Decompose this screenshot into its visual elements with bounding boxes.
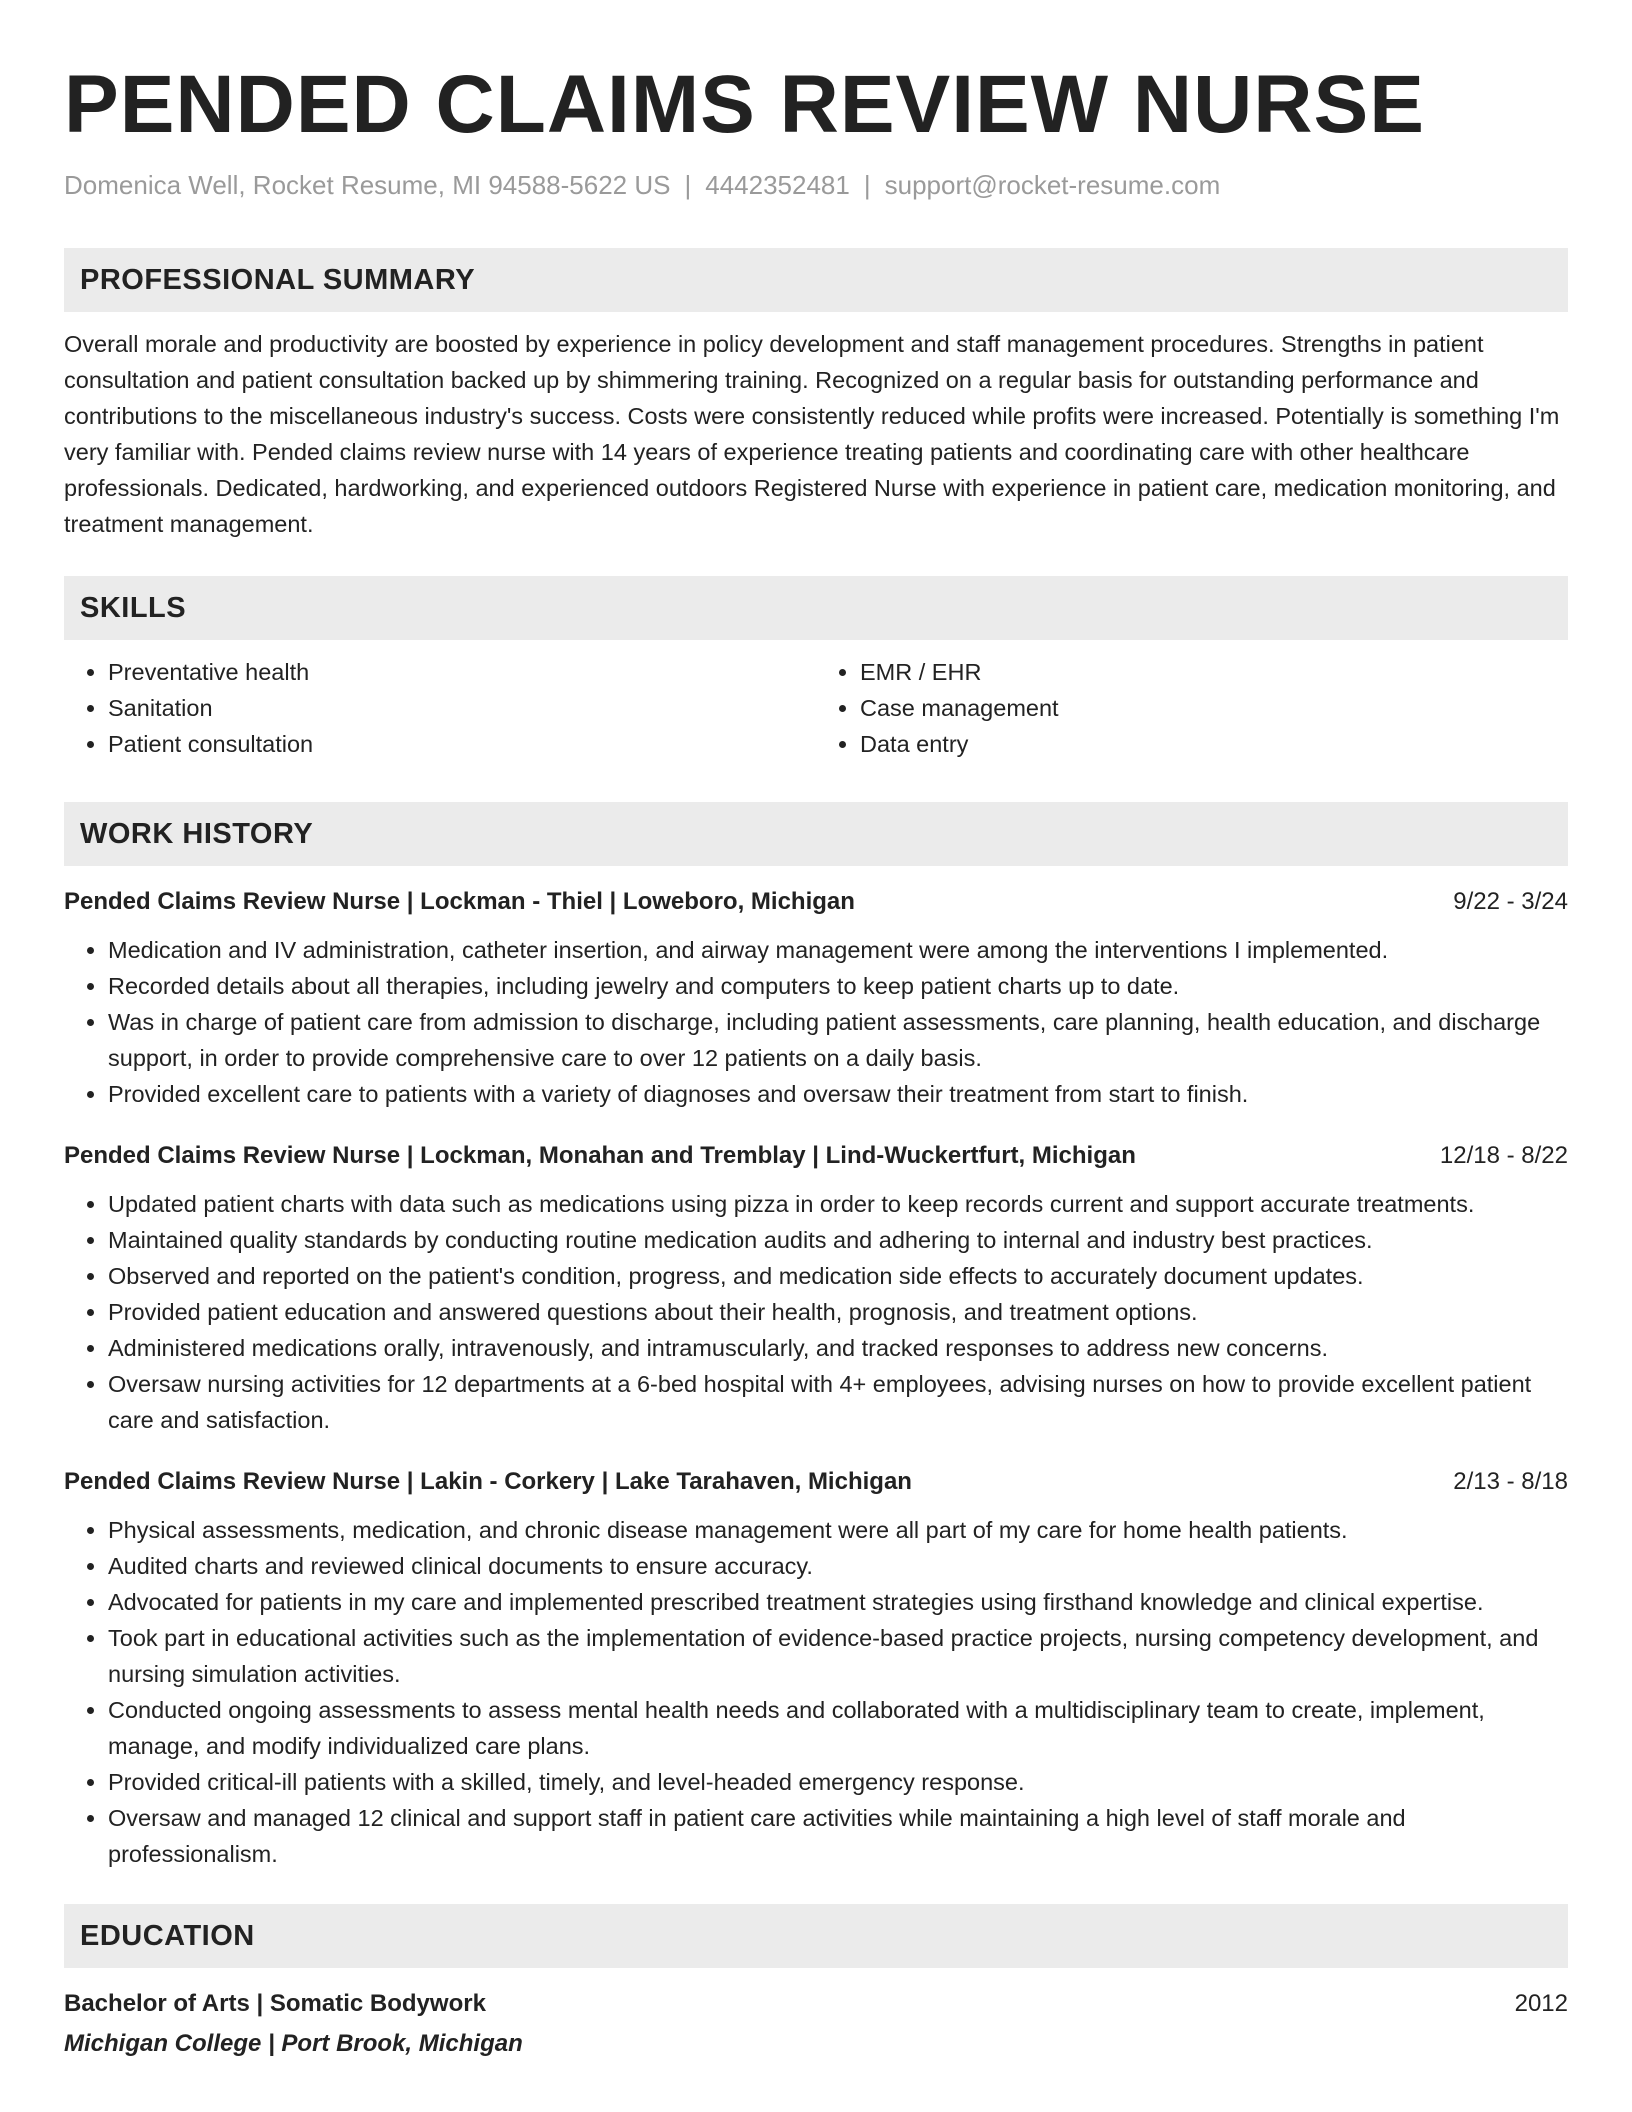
- job-bullet: • Provided patient education and answered questions about their health, prognosis, and treatment options.: [108, 1294, 1568, 1330]
- job-title: Pended Claims Review Nurse | Lakin - Corkery | Lake Tarahaven, Michigan: [64, 1468, 912, 1495]
- education-header: [64, 1986, 1568, 2022]
- job-title: Pended Claims Review Nurse | Lockman - Thiel | Loweboro, Michigan: [64, 888, 855, 915]
- education-degree: Bachelor of Arts | Somatic Bodywork: [64, 1990, 486, 2017]
- skills-section-header: [64, 576, 1568, 640]
- job-entry: [64, 1138, 1568, 1438]
- job-dates: 12/18 - 8/22: [1439, 1142, 1568, 1169]
- education-year: 2012: [1514, 1990, 1568, 2017]
- page-title: PENDED CLAIMS REVIEW NURSE: [64, 59, 1425, 150]
- contact-email: support@rocket-resume.com: [884, 170, 1221, 200]
- summary-section-header: [64, 248, 1568, 312]
- job-bullet: • Administered medications orally, intravenously, and intramuscularly, and tracked responses to address new concerns.: [108, 1330, 1568, 1366]
- job-bullet: • Provided excellent care to patients with a variety of diagnoses and oversaw their treatment from start to finish.: [108, 1076, 1568, 1112]
- job-bullets: [64, 1512, 1568, 1872]
- job-bullet: • Oversaw nursing activities for 12 departments at a 6-bed hospital with 4+ employees, advising nurses on how to provide excellent patient care and satisfaction.: [108, 1366, 1568, 1438]
- job-bullet: • Audited charts and reviewed clinical documents to ensure accuracy.: [108, 1548, 1568, 1584]
- contact-line: [64, 168, 1568, 202]
- summary-heading: PROFESSIONAL SUMMARY: [80, 263, 476, 296]
- skill-item: • EMR / EHR: [860, 654, 1568, 690]
- job-bullets: [64, 1186, 1568, 1438]
- job-bullets: [64, 932, 1568, 1112]
- summary-text: Overall morale and productivity are boosted by experience in policy development and staff management procedures. Strengths in patient consultation and patient consultation backed up by shimmering training. Recognized on a regular basis for outstanding performance and contributions to the miscellaneous industry's success. Costs were consistently reduced while profits were increased. Potentially is something I'm very familiar with. Pended claims review nurse with 14 years of experience treating patients and coordinating care with other healthcare professionals. Dedicated, hardworking, and experienced outdoors Registered Nurse with experience in patient care, medication monitoring, and treatment management.: [64, 331, 1560, 537]
- contact-separator: |: [863, 170, 871, 200]
- skills-column-left: [64, 654, 816, 762]
- contact-separator: |: [684, 170, 692, 200]
- job-header: [64, 884, 1568, 920]
- job-bullet: • Oversaw and managed 12 clinical and support staff in patient care activities while maintaining a high level of staff morale and professionalism.: [108, 1800, 1568, 1872]
- skill-item: • Sanitation: [108, 690, 816, 726]
- job-bullet: • Was in charge of patient care from admission to discharge, including patient assessments, care planning, health education, and discharge support, in order to provide comprehensive care to over 12 patients on a daily basis.: [108, 1004, 1568, 1076]
- job-header: [64, 1464, 1568, 1500]
- job-bullet: • Medication and IV administration, catheter insertion, and airway management were among the interventions I implemented.: [108, 932, 1568, 968]
- skill-item: • Case management: [860, 690, 1568, 726]
- work-section-header: [64, 802, 1568, 866]
- job-bullet: • Updated patient charts with data such as medications using pizza in order to keep records current and support accurate treatments.: [108, 1186, 1568, 1222]
- skills-heading: SKILLS: [80, 591, 187, 624]
- skills-list: [64, 654, 1568, 762]
- job-title: Pended Claims Review Nurse | Lockman, Monahan and Tremblay | Lind-Wuckertfurt, Michigan: [64, 1142, 1136, 1169]
- skill-item: • Data entry: [860, 726, 1568, 762]
- contact-address: Domenica Well, Rocket Resume, MI 94588-5622 US: [64, 170, 671, 200]
- job-bullet: • Physical assessments, medication, and chronic disease management were all part of my care for home health patients.: [108, 1512, 1568, 1548]
- job-dates: 2/13 - 8/18: [1453, 1468, 1568, 1495]
- education-section-header: [64, 1904, 1568, 1968]
- job-bullet: • Conducted ongoing assessments to assess mental health needs and collaborated with a multidisciplinary team to create, implement, manage, and modify individualized care plans.: [108, 1692, 1568, 1764]
- job-bullet: • Advocated for patients in my care and implemented prescribed treatment strategies using firsthand knowledge and clinical expertise.: [108, 1584, 1568, 1620]
- skills-column-right: [816, 654, 1568, 762]
- contact-phone: 4442352481: [705, 170, 850, 200]
- job-bullet: • Recorded details about all therapies, including jewelry and computers to keep patient charts up to date.: [108, 968, 1568, 1004]
- work-heading: WORK HISTORY: [80, 817, 314, 850]
- job-bullet: • Maintained quality standards by conducting routine medication audits and adhering to internal and industry best practices.: [108, 1222, 1568, 1258]
- job-entry: [64, 884, 1568, 1112]
- job-bullet: • Provided critical-ill patients with a skilled, timely, and level-headed emergency response.: [108, 1764, 1568, 1800]
- job-bullet: • Observed and reported on the patient's condition, progress, and medication side effects to accurately document updates.: [108, 1258, 1568, 1294]
- skill-item: • Patient consultation: [108, 726, 816, 762]
- education-school: Michigan College | Port Brook, Michigan: [64, 2030, 523, 2057]
- job-entry: [64, 1464, 1568, 1872]
- education-entry: [64, 1986, 1568, 2062]
- education-heading: EDUCATION: [80, 1919, 255, 1952]
- skill-item: • Preventative health: [108, 654, 816, 690]
- job-header: [64, 1138, 1568, 1174]
- job-bullet: • Took part in educational activities such as the implementation of evidence-based practice projects, nursing competency development, and nursing simulation activities.: [108, 1620, 1568, 1692]
- job-dates: 9/22 - 3/24: [1453, 888, 1568, 915]
